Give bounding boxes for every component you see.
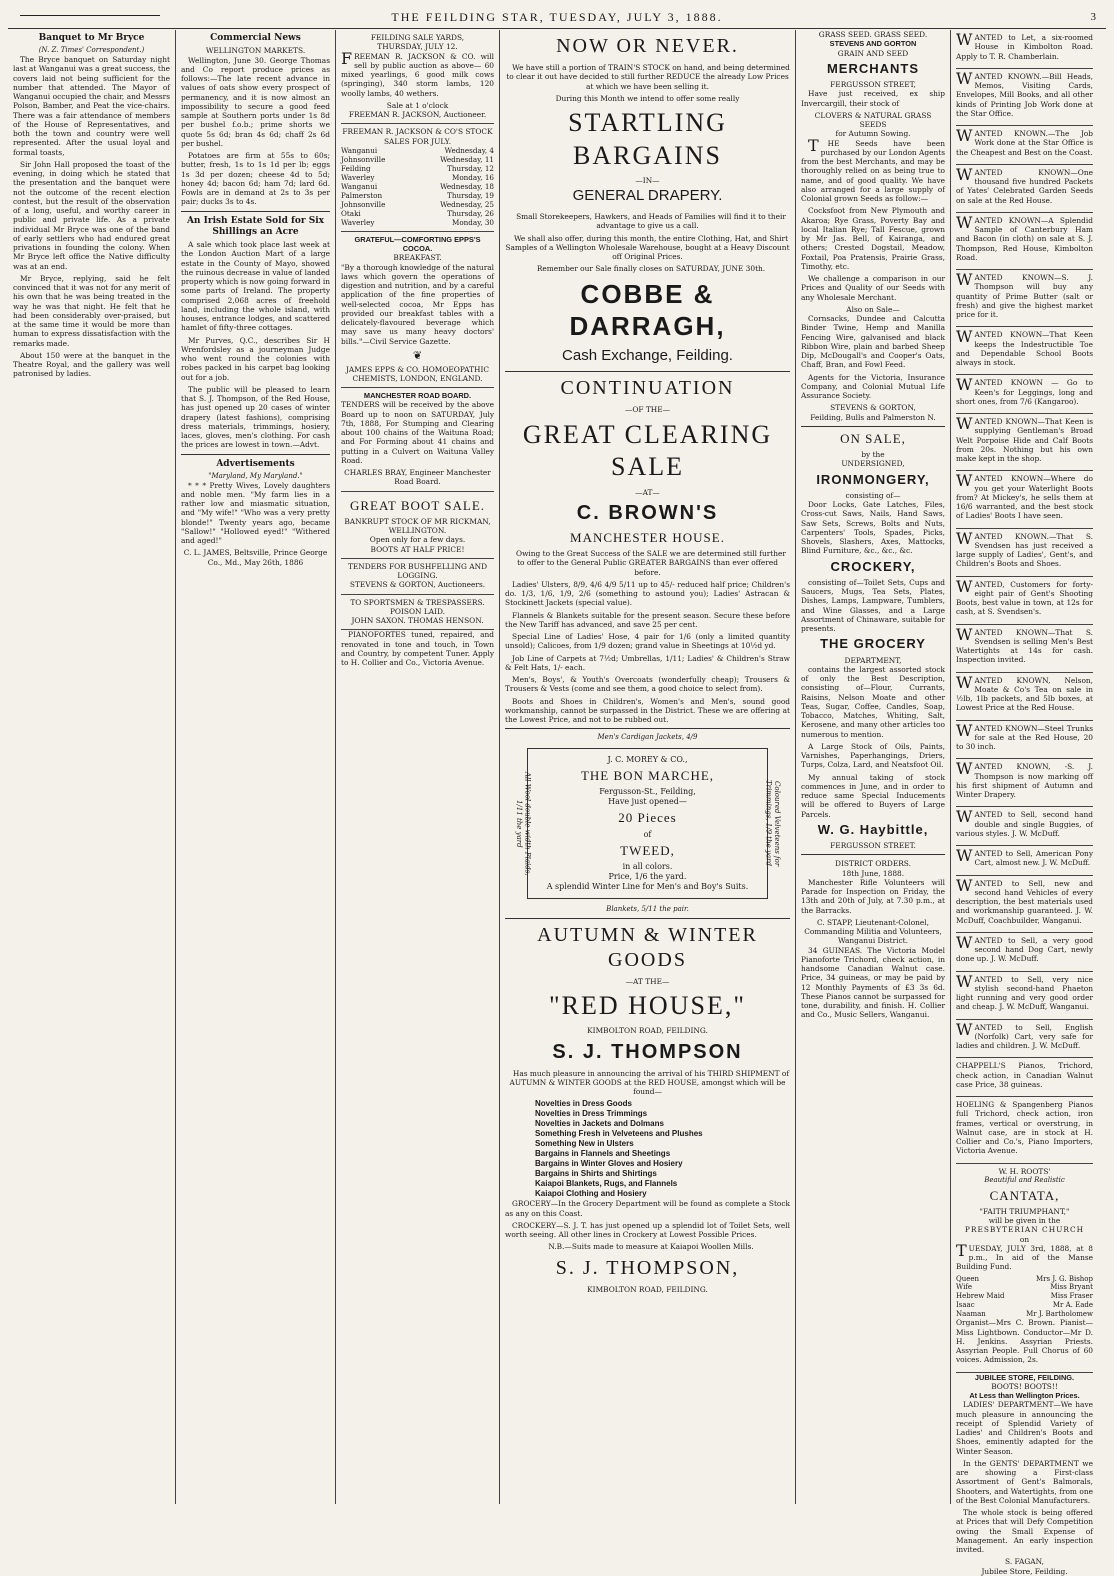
agents-paragraph: Agents for the Victoria, Insurance Company, and Colonial Mutual Life Assurance Society. bbox=[801, 372, 945, 400]
cast-name: Miss Fraser bbox=[1050, 1292, 1093, 1300]
stock-sales-list bbox=[341, 146, 494, 227]
wanted-ad bbox=[956, 1020, 1093, 1059]
goods-item: Novelties in Dress Trimmings bbox=[535, 1109, 648, 1119]
banquet-paragraph: Mr Bryce, replying, said he felt convinced that it was not for any merit of his own that he was being treated in the way he was that night. He felt that he had been considerably over-praised, but at the same time it would be more than human to express dissatisfaction with the remarks made. bbox=[13, 273, 170, 348]
road-board-ad bbox=[341, 388, 494, 492]
wanted-ad bbox=[956, 213, 1093, 270]
cast-name: Mr A. Eade bbox=[1052, 1300, 1093, 1309]
epps-title: GRATEFUL—COMFORTING EPPS'S COCOA. bbox=[354, 234, 481, 253]
wanted-ad bbox=[956, 846, 1093, 876]
tweed-price: Price, 1/6 the yard. bbox=[608, 871, 687, 881]
at-the-label: —AT THE— bbox=[625, 976, 670, 986]
wanted-text: WANTED KNOWN—That Keen keeps the Indestructible Toe and Dependable School Boots always in stock. bbox=[956, 327, 1093, 367]
wanted-text: WANTED KNOWN.—The Job Work done at the Star Office is the Cheapest and Best on the Coast. bbox=[956, 126, 1093, 157]
manchester-house-title: MANCHESTER HOUSE. bbox=[570, 529, 725, 545]
wanted-text: WANTED KNOWN—S. J. Thompson will buy any quantity of Prime Butter (salt or fresh) and give the highest market price for it. bbox=[956, 270, 1093, 319]
roots-title: W. H. ROOTS' bbox=[998, 1166, 1051, 1176]
stock-sale-row bbox=[341, 155, 494, 164]
on-sale-title: ON SALE, bbox=[840, 430, 906, 446]
thompson-title: S. J. THOMPSON bbox=[552, 1040, 743, 1063]
ladies-department: LADIES' DEPARTMENT—We have much pleasure in announcing the receipt of Splendid Variety of Ladies' and Children's Boots and Shoes, eminently adapted for the Winter Season. bbox=[956, 1400, 1093, 1456]
continuation-title: CONTINUATION bbox=[560, 377, 735, 400]
sportsmen-ad bbox=[341, 595, 494, 631]
goods-item: Kaiapoi Clothing and Hosiery bbox=[535, 1189, 647, 1199]
also-paragraph: Cornsacks, Dundee and Calcutta Binder Twine, Hemp and Manilla Fencing Wire, galvanised and black Ribbon Wire, plain and barbed Sheep Dip, McDougall's and Cooper's Oats, Chaff, Bran, and Fowl Feed. bbox=[801, 314, 945, 370]
divider bbox=[181, 454, 330, 455]
crest-icon: ❦ bbox=[412, 348, 423, 362]
stock-sale-row bbox=[341, 146, 494, 155]
tweed-title: TWEED, bbox=[620, 842, 675, 858]
column-2 bbox=[176, 30, 336, 1504]
bon-marche-box bbox=[514, 748, 781, 899]
column-3 bbox=[336, 30, 500, 1504]
morey-firm: J. C. MOREY & CO., bbox=[607, 755, 688, 764]
epps-signature: JAMES EPPS & CO. HOMOEOPATHIC CHEMISTS, LONDON, ENGLAND. bbox=[345, 364, 490, 383]
wanted-text: WANTED to Sell, very nice stylish second-hand Phaeton light running and very good order and cheap. J. W. McDuff, Wanganui. bbox=[956, 971, 1093, 1012]
banquet-subtitle: (N. Z. Times' Correspondent.) bbox=[38, 46, 145, 55]
stock-sale-place: Wanganui bbox=[341, 181, 378, 191]
wanted-ad bbox=[956, 126, 1093, 165]
wanted-text: WANTED, Customers for forty-eight pair of Gent's Shooting Boots, best value in town, at 12s for cash, at S. Svendsen's. bbox=[956, 576, 1093, 617]
flannels-paragraph: Flannels & Blankets suitable for the present season. Secure these before the New Tariff has advanced, and save 25 per cent. bbox=[505, 610, 790, 629]
boots-paragraph: Boots and Shoes in Children's, Women's and Men's, sound good workmanship, cannot be surpassed in the District. These we are offering at the Lowest Price, and not to be rubbed out. bbox=[505, 696, 790, 724]
wanted-text: WANTED KNOWN, -S. J. Thompson is now marking off his first shipment of Autumn and Winter Drapery. bbox=[956, 759, 1093, 799]
boot-sale-title: GREAT BOOT SALE. bbox=[349, 497, 486, 513]
clovers-title: CLOVERS & NATURAL GRASS SEEDS bbox=[814, 110, 932, 129]
banquet-paragraph: The Bryce banquet on Saturday night last at Wanganui was a great success, the covers laid not being sufficient for the number that attended. The Mayor of Wanganui occupied the chair, and Messrs Polson, Bamber, and Peat the vice-chairs. There was a fair attendance of members of the House of Representatives, and both the town and country were well represented. After the usual loyal and formal toasts, bbox=[13, 55, 170, 157]
sale-yards-title: FEILDING SALE YARDS, bbox=[370, 33, 465, 42]
columns bbox=[8, 30, 1106, 1576]
markets-title: WELLINGTON MARKETS. bbox=[205, 46, 306, 56]
divider bbox=[181, 211, 330, 212]
cobbe-darragh-subtitle: Cash Exchange, Feilding. bbox=[562, 346, 733, 364]
epps-paragraph: "By a thorough knowledge of the natural laws which govern the operations of digestion and nutrition, and by a careful application of the fine properties of well-selected cocoa, Mr Epps has provided our breakfast tables with a delicately-flavoured beverage which may save us many heavy doctors' bills."—Civil Service Gazette. bbox=[341, 262, 494, 346]
column-1 bbox=[8, 30, 176, 1504]
of-the-label: —OF THE— bbox=[624, 405, 671, 415]
storekeepers-paragraph: Small Storekeepers, Hawkers, and Heads of Families will find it to their advantage to give us a call. bbox=[516, 212, 786, 231]
red-house-title: "RED HOUSE," bbox=[549, 990, 746, 1020]
irish-paragraph: The public will be pleased to learn that S. J. Thompson, of the Red House, has just opened up 20 cases of winter drapery (latest fashions), comprising dress materials, trimmings, hosiery, laces, gloves, men's clothing. For cash the prices are lowest in town.—Advt. bbox=[181, 384, 330, 450]
cast-row bbox=[956, 1310, 1093, 1319]
adverts-title: Advertisements bbox=[216, 458, 295, 469]
stock-sale-row bbox=[341, 191, 494, 200]
road-board-paragraph: TENDERS will be received by the above Board up to noon on SATURDAY, July 7th, 1888, For Stumping and Clearing about 100 chains of the Waituna Road; and For Forming about 41 chains and putting in a Culvert on Waituna Valley Road. bbox=[341, 400, 494, 465]
wanted-text: WANTED to Sell, English (Norfolk) Cart, very safe for ladies and children. J. W. McDuff. bbox=[956, 1019, 1093, 1050]
goods-list bbox=[505, 1099, 790, 1199]
cast-row bbox=[956, 1275, 1093, 1284]
wanted-text: WANTED KNOWN.—That S. Svendsen has just received a large supply of Ladies', Gent's, and Children's Boots and Shoes. bbox=[956, 528, 1093, 569]
wanted-ad bbox=[956, 270, 1093, 327]
all-colors: in all colors. bbox=[622, 861, 673, 871]
grocery-paragraph: GROCERY—In the Grocery Department will be found as complete a Stock as any on this Coast. bbox=[505, 1199, 790, 1218]
ironmongery-title: IRONMONGERY, bbox=[816, 471, 930, 487]
chappell-paragraph: CHAPPELL'S Pianos, Trichord, check action, in Canadian Walnut case Price, 38 guineas. bbox=[956, 1061, 1093, 1089]
lower-prices: At Less than Wellington Prices. bbox=[969, 1391, 1080, 1400]
freeman-signature: FREEMAN R. JACKSON, Auctioneer. bbox=[348, 110, 487, 119]
hose-paragraph: Special Line of Ladies' Hose, 4 pair for 1/6 (only a limited quantity unsold); Calicoes, from 1/9 dozen; grand value in Sheetings at 10½d yd. bbox=[505, 632, 790, 651]
cast-name: Miss Bryant bbox=[1050, 1283, 1093, 1292]
wanted-text: WANTED to Sell, a very good second hand Dog Cart, newly done up. J. W. McDuff. bbox=[956, 932, 1093, 964]
cobbe-darragh-title: COBBE & DARRAGH, bbox=[569, 278, 726, 341]
wanted-text: WANTED KNOWN.—Bill Heads, Memos, Visiting Cards, Envelopes, Mill Books, and all other kinds of Printing Job Work done at the Star Office. bbox=[956, 68, 1093, 118]
wanted-ad bbox=[956, 327, 1093, 375]
wanted-text: WANTED KNOWN—That S. Svendsen is selling Men's Best Watertights at 14s for cash. Inspection invited. bbox=[956, 624, 1093, 665]
vertical-note-left: All Wool double width Plaids, 1/11 the yard bbox=[514, 771, 532, 876]
goods-item: Bargains in Shirts and Shirtings bbox=[535, 1169, 657, 1179]
suits-paragraph: N.B.—Suits made to measure at Kaiapoi Woollen Mills. bbox=[548, 1242, 754, 1252]
stock-sale-place: Johnsonville bbox=[341, 199, 386, 209]
cardigan-line: Men's Cardigan Jackets, 4/9 bbox=[597, 733, 698, 742]
sale-time: Sale at 1 o'clock bbox=[386, 100, 449, 110]
crockery-paragraph: consisting of—Toilet Sets, Cups and Saucers, Mugs, Tea Sets, Plates, Dishes, Lamps, Lampware, Tumblers, and Wine Glasses, and a Large Assortment of Chinaware, suitable for presents. bbox=[801, 577, 945, 633]
ironmongery-paragraph: Door Locks, Gate Latches, Files, Cross-cut Saws, Nails, Hand Saws, Saw Sets, Screws, Bolts and Nuts, Carpenters' Tools, Spades, Picks, Shovels, Slashers, Axes, Mattocks, Blind Furniture, &c., &c., &c. bbox=[801, 500, 945, 556]
markets-paragraph: Wellington, June 30. George Thomas and Co report produce prices as follows:—The late recent advance in values of oats show every prospect of permanency, and it is now almost an impossibility to secure a good feed sample at Southern ports under 1s 8d per bushel f.o.b.; prime shorts we quote 5s 6d; bran 4s 6d; chaff 2s 6d per bushel. bbox=[181, 55, 330, 148]
stock-sale-row bbox=[341, 164, 494, 173]
church-label: PRESBYTERIAN CHURCH bbox=[964, 1225, 1085, 1235]
autumn-sowing: for Autumn Sowing. bbox=[835, 129, 911, 139]
startling-bargains: STARTLING BARGAINS bbox=[568, 108, 727, 170]
wanted-ad bbox=[956, 69, 1093, 126]
cast-name: Mr J. Bartholomew bbox=[1026, 1309, 1093, 1318]
stock-sale-place: Waverley bbox=[341, 172, 375, 182]
markets-paragraph: Potatoes are firm at 55s to 60s; butter, fresh, 1s to 1s 1d per lb; eggs 1s 3d per dozen; cheese 4d to 5d; honey 4d; bacon 6d; ham 7d; lard 6d. Fowls are in demand at 2s to 3s per pair; ducks 3s to 4s. bbox=[181, 151, 330, 207]
irish-paragraph: Mr Purves, Q.C., describes Sir H Wrenfordsley as a journeyman Judge who went round the colonies with robes packed in his carpet bag looking out for a job. bbox=[181, 335, 330, 382]
goods-item: Novelties in Jackets and Dolmans bbox=[535, 1119, 664, 1129]
bon-marche-title: THE BON MARCHE, bbox=[580, 768, 715, 783]
roots-subtitle: Beautiful and Realistic bbox=[984, 1175, 1065, 1184]
stock-sale-day: Thursday, 26 bbox=[447, 208, 494, 218]
stock-sales-ad bbox=[341, 124, 494, 232]
stock-sale-day: Thursday, 12 bbox=[447, 163, 494, 173]
cantata-ad bbox=[956, 1164, 1093, 1373]
wanted-ad bbox=[956, 577, 1093, 625]
stock-sale-row bbox=[341, 182, 494, 191]
sale-yards-date: THURSDAY, JULY 12. bbox=[377, 42, 458, 52]
general-drapery: GENERAL DRAPERY. bbox=[572, 187, 723, 205]
column-5 bbox=[796, 30, 951, 1504]
page-number: 3 bbox=[1090, 11, 1096, 23]
stocktaking-paragraph: My annual taking of stock commences in June, and in order to reduce same Special Inducements will be offered to Buyers of Large Parcels. bbox=[801, 772, 945, 819]
column-6 bbox=[951, 30, 1098, 1576]
twenty-pieces: 20 Pieces bbox=[618, 810, 677, 826]
wanted-text: WANTED KNOWN—One thousand five hundred Packets of Yates' Celebrated Garden Seeds on sale at the Red House. bbox=[956, 164, 1093, 205]
stock-sale-day: Monday, 30 bbox=[451, 217, 494, 227]
seeds-paragraph: THE Seeds have been purchased by our London Agents from the best Merchants, and may be thoroughly relied on as being true to name, and of good quality. We have also arranged for a large supply of Colonial grown Seeds as follow:— bbox=[801, 135, 945, 203]
kimbolton-address: KIMBOLTON ROAD, FEILDING. bbox=[587, 1026, 708, 1036]
wanted-ad bbox=[956, 673, 1093, 721]
stock-sale-place: Wanganui bbox=[341, 145, 378, 155]
stock-sale-place: Johnsonville bbox=[341, 154, 386, 164]
divider bbox=[801, 854, 945, 855]
stock-sale-row bbox=[341, 209, 494, 218]
goods-item: Kaiapoi Blankets, Rugs, and Flannels bbox=[535, 1179, 678, 1189]
grocery-title: THE GROCERY bbox=[820, 636, 926, 652]
given-label: will be given in the bbox=[988, 1216, 1061, 1225]
cast-list bbox=[956, 1275, 1093, 1319]
brown-title: C. BROWN'S bbox=[576, 501, 719, 524]
thompson-footer-title: S. J. THOMPSON, bbox=[555, 1256, 740, 1279]
sportsmen-signature: JOHN SAXON. THOMAS HENSON. bbox=[351, 616, 484, 625]
epps-subtitle: BREAKFAST. bbox=[393, 253, 442, 263]
cantata-title: CANTATA, bbox=[989, 1187, 1060, 1203]
wanted-text: WANTED to Sell, American Pony Cart, almost new. J. W. McDuff. bbox=[956, 846, 1093, 868]
wanted-ad bbox=[956, 721, 1093, 760]
wanted-ad bbox=[956, 933, 1093, 972]
wanted-text: WANTED KNOWN, Nelson, Moate & Co's Tea on sale in ½lb, 1lb packets, and 5lb boxes, at Lowest Price at the Red House. bbox=[956, 672, 1093, 713]
wanted-list bbox=[956, 30, 1093, 1058]
stock-sale-row bbox=[341, 218, 494, 227]
wanted-text: WANTED KNOWN—Steel Trunks for sale at the Red House, 20 to 30 inch. bbox=[956, 720, 1093, 751]
cast-role: Wife bbox=[956, 1283, 973, 1292]
stock-sale-place: Waverley bbox=[341, 217, 375, 227]
grain-label: GRAIN AND SEED bbox=[837, 48, 909, 58]
divider bbox=[801, 426, 945, 427]
district-date: 18th June, 1888. bbox=[841, 868, 905, 878]
stock-sale-day: Thursday, 19 bbox=[447, 190, 494, 200]
cantata-date: TUESDAY, JULY 3rd, 1888, at 8 p.m., In aid of the Manse Building Fund. bbox=[956, 1240, 1093, 1272]
cast-role: Naaman bbox=[956, 1309, 986, 1318]
irish-title: An Irish Estate Sold for Six Shillings an Acre bbox=[186, 215, 325, 237]
divider bbox=[505, 728, 790, 729]
masthead-rule bbox=[20, 15, 160, 16]
stevens-signature: STEVENS & GORTON, bbox=[830, 403, 916, 413]
announce-paragraph: Has much pleasure in announcing the arrival of his THIRD SHIPMENT of AUTUMN & WINTER GOODS at the RED HOUSE, amongst which will be found— bbox=[509, 1068, 790, 1096]
wanted-text: WANTED to Sell, new and second hand Vehicles of every description, the best materials used and workmanship guaranteed. J. W. McDuff, Coachbuilder, Wanganui. bbox=[956, 875, 1093, 925]
sale-yards-ad bbox=[341, 30, 494, 124]
firm-name: STEVENS AND GORTON bbox=[829, 39, 917, 49]
grass-seed-header: GRASS SEED. GRASS SEED. bbox=[818, 30, 928, 39]
wanted-text: WANTED to Let, a six-roomed House in Kimbolton Road. Apply to T. R. Chamberlain. bbox=[956, 30, 1093, 61]
tenders-title: TENDERS FOR BUSHFELLING AND LOGGING. bbox=[347, 561, 488, 580]
epps-ad bbox=[341, 232, 494, 388]
stock-sale-place: Feilding bbox=[341, 163, 371, 173]
tenders-signature: STEVENS & GORTON, Auctioneers. bbox=[349, 580, 486, 590]
goods-item: Bargains in Winter Gloves and Hosiery bbox=[535, 1159, 683, 1169]
wanted-text: WANTED KNOWN—Where do you get your Waterlight Boots from? At Mickey's, he sells them at 16/6 warranted, and the best stock of Ladies' Boots I have seen. bbox=[956, 471, 1093, 521]
wanted-ad bbox=[956, 165, 1093, 213]
goods-item: Something New in Ulsters bbox=[535, 1139, 634, 1149]
intro-paragraph: We have still a portion of TRAIN'S STOCK on hand, and being determined to clear it out have decided to still further REDUCE the already Low Prices at which we have been selling it. bbox=[506, 63, 790, 91]
wanted-text: WANTED KNOWN—A Splendid Sample of Canterbury Ham and Bacon (in cloth) on sale at S. J. Thompson, Red House, Kimbolton Road. bbox=[956, 212, 1093, 262]
wanted-ad bbox=[956, 807, 1093, 846]
masthead-title: THE FEILDING STAR, TUESDAY, JULY 3, 1888. bbox=[391, 9, 723, 24]
stevens-location: Feilding, Bulls and Palmerston N. bbox=[810, 412, 936, 422]
at-label: —AT— bbox=[635, 487, 660, 497]
cast-role: Isaac bbox=[956, 1300, 975, 1309]
goods-item: Bargains in Flannels and Sheetings bbox=[535, 1149, 671, 1159]
offer-paragraph: We shall also offer, during this month, the entire Clothing, Hat, and Shirt Samples of a Wellington Wholesale Warehouse, bought at a Heavy Discount off Original Prices. bbox=[505, 233, 790, 261]
by-the-label: by the bbox=[861, 450, 885, 459]
stock-sale-day: Wednesday, 4 bbox=[444, 145, 494, 155]
hoeling-paragraph: HOELING & Spangenberg Pianos full Trichord, check action, iron frames, vertical or overstrung, in Walnut case, are in stock at H. Collier and Co.'s, Piano Importers, Victoria Avenue. bbox=[956, 1100, 1093, 1156]
stock-sale-day: Wednesday, 11 bbox=[440, 154, 494, 164]
goods-item: Novelties in Dress Goods bbox=[535, 1099, 632, 1109]
received-paragraph: Have just received, ex ship Invercargill, their stock of bbox=[801, 89, 945, 108]
divider bbox=[505, 918, 790, 919]
commercial-title: Commercial News bbox=[210, 33, 301, 43]
consisting-label: consisting of— bbox=[845, 490, 901, 500]
stock-sale-day: Wednesday, 25 bbox=[440, 199, 494, 209]
seeds-list: Cocksfoot from New Plymouth and Akaroa; Rye Grass, Poverty Bay and local Italian Rye; Tall Fescue, grown by Mr Jas. Bell, of Kairanga, and others; Crested Dogstail, Meadow, Foxtail, Poa Pratensis, Prairie Grass, Timothy, etc. bbox=[801, 206, 945, 271]
challenge-paragraph: We challenge a comparison in our Prices and Quality of our Seeds with any Wholesale Merchant. bbox=[801, 274, 945, 302]
wanted-text: WANTED to Sell, second hand double and single Buggies, of various styles. J. W. McDuff. bbox=[956, 807, 1093, 838]
sportsmen-title: TO SPORTSMEN & TRESPASSERS. bbox=[350, 597, 485, 607]
cast-row bbox=[956, 1283, 1093, 1292]
wanted-ad bbox=[956, 759, 1093, 807]
haybittle-street: FERGUSSON STREET. bbox=[830, 841, 916, 850]
now-or-never-title: NOW OR NEVER. bbox=[556, 35, 739, 57]
boots-title: BOOTS! BOOTS!! bbox=[991, 1381, 1058, 1391]
overcoats-paragraph: Men's, Boys', & Youth's Overcoats (wonderfully cheap); Trousers & Trousers & Vests (come and see them, a good choice to select from). bbox=[505, 675, 790, 694]
wanted-ad bbox=[956, 876, 1093, 933]
in-label: —IN— bbox=[635, 176, 660, 185]
clearing-sale-title: GREAT CLEARING SALE bbox=[522, 419, 773, 481]
sportsmen-subtitle: POISON LAID. bbox=[389, 606, 446, 616]
boot-sale-line: Open only for a few days. bbox=[369, 535, 466, 545]
oils-paragraph: A Large Stock of Oils, Paints, Varnishes, Paperhangings, Driers, Turps, Colza, Lard, and Neatsfoot Oil. bbox=[801, 741, 945, 770]
wanted-ad bbox=[956, 30, 1093, 69]
cast-row bbox=[956, 1301, 1093, 1310]
stock-sale-row bbox=[341, 200, 494, 209]
banquet-title: Banquet to Mr Bryce bbox=[38, 33, 145, 43]
piano-paragraph: PIANOFORTES tuned, repaired, and renovated in tone and touch, in Town and Country, by competent Tuner. Apply to H. Collier and Co., Victoria Avenue. bbox=[341, 630, 494, 667]
stock-sales-title: FREEMAN R. JACKSON & CO'S STOCK SALES FOR JULY. bbox=[342, 127, 493, 146]
thompson-footer-address: KIMBOLTON ROAD, FEILDING. bbox=[587, 1284, 708, 1294]
merchants-title: MERCHANTS bbox=[826, 60, 920, 76]
fagan-store: Jubilee Store, Feilding. bbox=[981, 1566, 1068, 1576]
faith-title: "FAITH TRIUMPHANT," bbox=[979, 1206, 1070, 1216]
road-board-signature: CHARLES BRAY, Engineer Manchester Road Board. bbox=[344, 468, 491, 487]
gents-department: In the GENTS' DEPARTMENT we are showing a First-class Assortment of Gent's Balmorals, Shooters, and Watertights, from one of the Best Colonial Manufacturers. bbox=[956, 1458, 1093, 1505]
wanted-ad bbox=[956, 529, 1093, 577]
also-sale-label: Also on Sale— bbox=[846, 304, 900, 314]
autumn-winter-title: AUTUMN & WINTER GOODS bbox=[537, 923, 758, 971]
wanted-ad bbox=[956, 972, 1093, 1020]
district-title: DISTRICT ORDERS. bbox=[835, 859, 911, 869]
district-paragraph: Manchester Rifle Volunteers will Parade for Inspection on Friday, the 13th and 20th of July, at 7.30 p.m., at the Barracks. bbox=[801, 877, 945, 915]
grocery-paragraph: contains the largest assorted stock of only the Best Description, consisting of—Flour, Currants, Raisins, Nelson Moate and other Teas, Sugar, Coffee, Candles, Soap, Tobacco, Matches, Whiting, Salt, Kerosene, and many other articles too numerous to mention. bbox=[801, 664, 945, 739]
fagan-signature: S. FAGAN, bbox=[1005, 1557, 1044, 1567]
column-4 bbox=[500, 30, 796, 1504]
divider bbox=[505, 371, 790, 372]
stock-sale-day: Monday, 16 bbox=[451, 172, 494, 182]
bon-marche-address: Fergusson-St., Feilding, bbox=[599, 787, 696, 797]
on-label: on bbox=[1019, 1234, 1030, 1244]
street-label: FERGUSSON STREET, bbox=[830, 80, 916, 89]
haybittle-title: W. G. Haybittle, bbox=[817, 821, 929, 837]
stapp-signature: C. STAPP, Lieutenant-Colonel, Commanding Militia and Volunteers, Wanganui District. bbox=[804, 917, 942, 946]
stock-sale-place: Otaki bbox=[341, 208, 361, 218]
carpets-paragraph: Job Line of Carpets at 7½d; Umbrellas, 1/11; Ladies' & Children's Straw & Felt Hats, 1/- each. bbox=[505, 653, 790, 672]
boot-sale-line: BANKRUPT STOCK OF MR RICKMAN, WELLINGTON. bbox=[344, 516, 491, 535]
banquet-paragraph: About 150 were at the banquet in the Theatre Royal, and the gallery was well patronised by ladies. bbox=[13, 350, 170, 379]
poem-signature: C. L. JAMES, Beltsville, Prince George Co., Md., May 26th, 1886 bbox=[183, 548, 328, 567]
vertical-note-right: Coloured Velveteens for Trimmings, 1/9 the yard bbox=[764, 780, 781, 867]
cast-row bbox=[956, 1292, 1093, 1301]
hoeling-ad bbox=[956, 1097, 1093, 1164]
wanted-ad bbox=[956, 414, 1093, 471]
of-label: of bbox=[643, 829, 652, 839]
irish-paragraph: A sale which took place last week at the London Auction Mart of a large estate in the County of Mayo, showed the ruinous decrease in value of landed property which is now going forward in some parts of Ireland. The property comprised 2,068 acres of freehold land, including the whole island, with houses, entrance lodges, and scattered hamlet of fifty-three cottages. bbox=[181, 240, 330, 333]
cast-role: Queen bbox=[956, 1274, 980, 1283]
cast-name: Mrs J. G. Bishop bbox=[1035, 1274, 1093, 1283]
wanted-ad bbox=[956, 625, 1093, 673]
masthead bbox=[8, 6, 1106, 29]
organist-paragraph: Organist—Mrs C. Brown. Pianist—Miss Lightbown. Conductor—Mr D. H. Jenkins. Assyrian Priests. Assyrian People. Full Chorus of 60 voices. Admission, 2s. bbox=[956, 1318, 1093, 1365]
blankets-line: Blankets, 5/11 the pair. bbox=[606, 904, 689, 913]
crockery-paragraph: CROCKERY—S. J. T. has just opened up a splendid lot of Toilet Sets, well worth seeing. All other lines in Crockery at Lowest Possible Prices. bbox=[505, 1220, 790, 1239]
poem-paragraph: * * * Pretty Wives, Lovely daughters and noble men. "My farm lies in a rather low and miasmatic situation, and "My wife!" "Who was a very pretty blonde!" Twenty years ago, became "Sallow!" "Hollowed eyed!" "Withered and aged!" bbox=[181, 480, 330, 545]
poem-title: "Maryland, My Maryland." bbox=[208, 471, 303, 480]
chappell-ad bbox=[956, 1058, 1093, 1097]
freeman-paragraph: FREEMAN R. JACKSON & CO. will sell by public auction as above— 60 mixed yearlings, 6 good milk cows (springing), 340 storm lambs, 120 woolly lambs, 40 wethers. bbox=[341, 48, 494, 98]
whole-stock-paragraph: The whole stock is being offered at Prices that will Defy Competition owing the Small Expense of Management. An early inspection invited. bbox=[956, 1508, 1093, 1554]
tenders-ad bbox=[341, 559, 494, 595]
department-label: DEPARTMENT, bbox=[844, 655, 902, 665]
ladies-paragraph: Ladies' Ulsters, 8/9, 4/6 4/9 5/11 up to 45/- reduced half price; Children's do. 1/3, 1/6, 1/9, 2/6 (something to astound you); Ladies' Astracan & Stockinett Jackets (special value). bbox=[505, 579, 790, 608]
owing-paragraph: Owing to the Great Success of the SALE we are determined still further to offer to the General Public GREATER BARGAINS than ever offered before. bbox=[516, 549, 786, 577]
wanted-text: WANTED KNOWN—That Keen is supplying Gentleman's Broad Welt Porpoise Hide and Calf Boots from 20s. Nothing but his own make kept in the shop. bbox=[956, 414, 1093, 463]
goods-item: Something Fresh in Velveteens and Plushes bbox=[535, 1129, 703, 1139]
have-opened: Have just opened— bbox=[608, 797, 687, 807]
stock-sale-row bbox=[341, 173, 494, 182]
guineas-paragraph: 34 GUINEAS. The Victoria Model Pianoforte Trichord, check action, in handsome Canadian Walnut case. Price, 34 guineas, or may be paid by 12 Monthly Payments of £3 3s 6d. These Pianos cannot be surpassed for tone, durability, and finish. H. Collier and Co., Music Sellers, Wanganui. bbox=[801, 945, 945, 1020]
undersigned-label: UNDERSIGNED, bbox=[841, 459, 905, 469]
wanted-ad bbox=[956, 375, 1093, 414]
crockery-title: CROCKERY, bbox=[830, 558, 916, 574]
boot-sale-line: BOOTS AT HALF PRICE! bbox=[370, 544, 465, 554]
jubilee-title: JUBILEE STORE, FEILDING. bbox=[974, 1372, 1075, 1382]
during-line: During this Month we intend to offer some really bbox=[555, 93, 740, 103]
stock-sale-day: Wednesday, 18 bbox=[440, 181, 494, 191]
road-board-title: MANCHESTER ROAD BOARD. bbox=[363, 391, 472, 400]
stock-sale-place: Palmerston bbox=[341, 190, 383, 200]
cast-role: Hebrew Maid bbox=[956, 1292, 1005, 1300]
remember-paragraph: Remember our Sale finally closes on SATURDAY, JUNE 30th. bbox=[536, 264, 766, 274]
banquet-paragraph: Sir John Hall proposed the toast of the evening, in doing which he stated that the presentation and the banquet were not the outcome of the recent election contest, but the result of the observation of a long, useful, and worthy career in public and private life. As a private individual Mr Bryce was one of the band of early settlers who had endured great privations in founding the colony. When Mr Bryce left office the Native difficulty was at an end. bbox=[13, 159, 170, 271]
wanted-ad bbox=[956, 471, 1093, 528]
boot-sale-ad bbox=[341, 492, 494, 559]
wanted-text: WANTED KNOWN — Go to Keen's for Leggings, long and short ones, from 7/6 (Kangaroo). bbox=[956, 375, 1093, 406]
winter-line: A splendid Winter Line for Men's and Boy's Suits. bbox=[546, 881, 749, 891]
